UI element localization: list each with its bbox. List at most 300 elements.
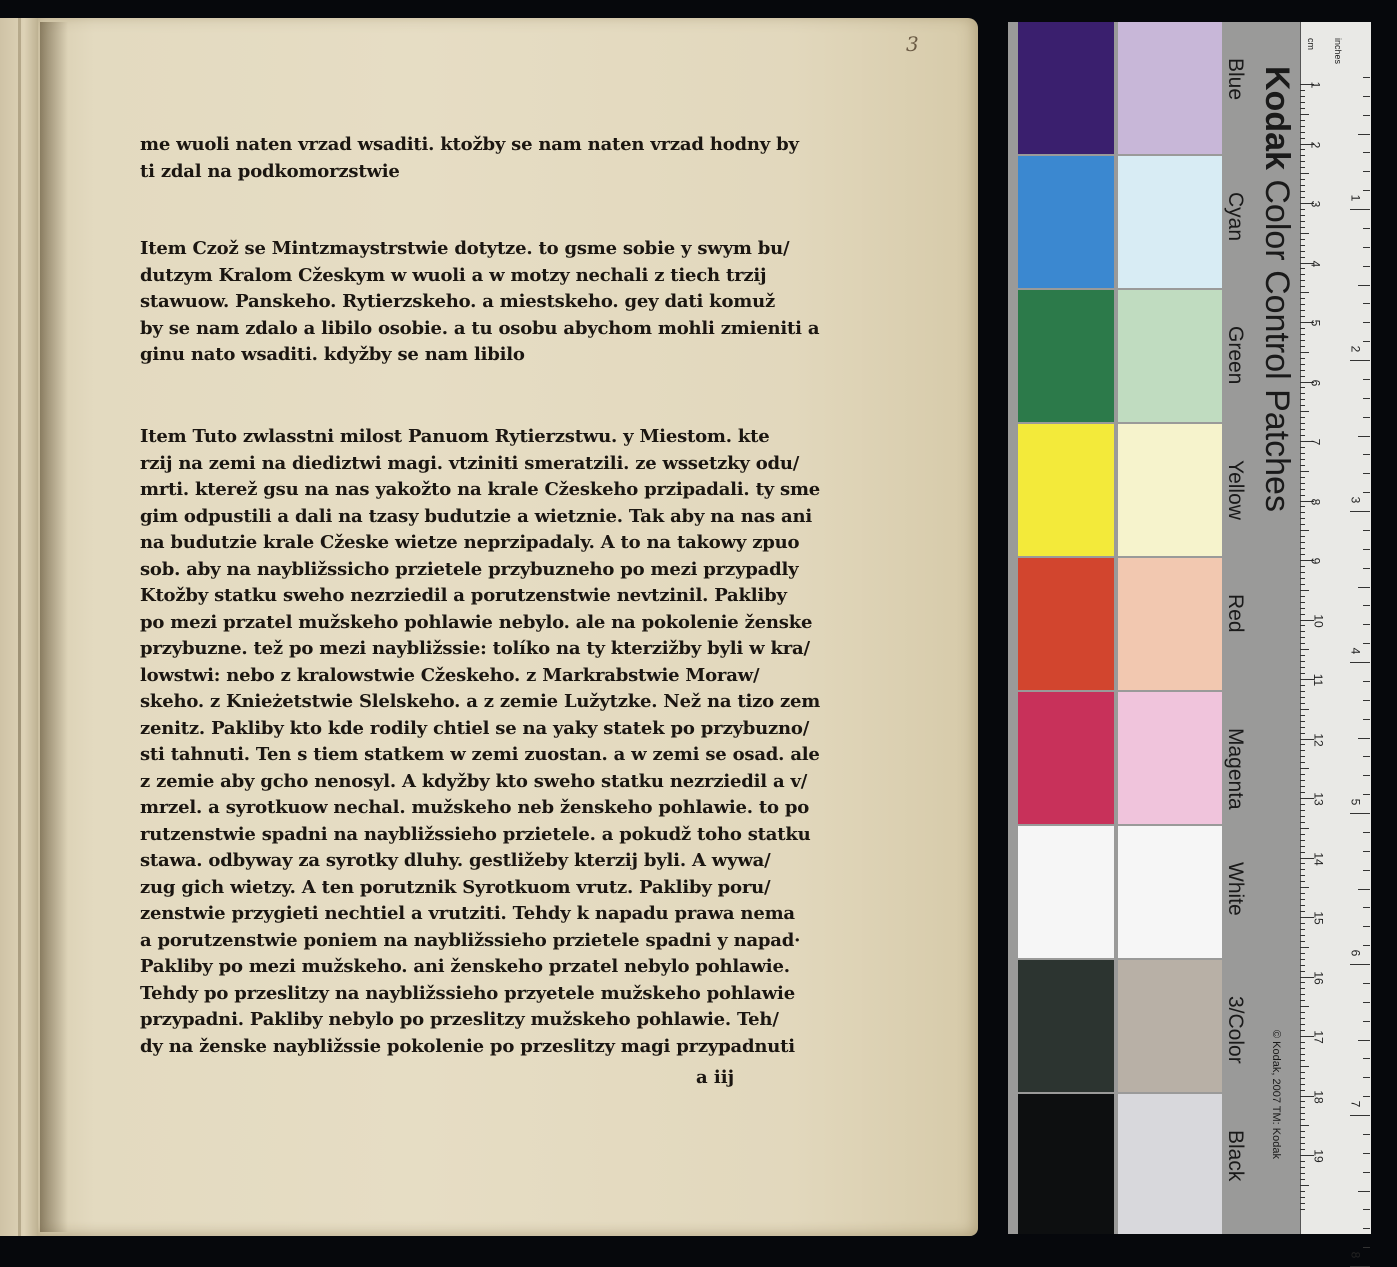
ruler-eighth-tick — [1363, 568, 1370, 569]
ruler-mm-tick — [1300, 286, 1305, 287]
text-line: przypadni. Pakliby nebylo po przeslitzy mužskeho pohlawie. Teh/ — [140, 1009, 779, 1030]
ruler-cm-number: 5 — [1308, 319, 1323, 327]
patch-green-dark — [1018, 290, 1114, 422]
text-line: po mezi przatel mužskeho pohlawie nebylo. ale na pokolenie ženske — [140, 611, 813, 633]
ruler-eighth-tick — [1363, 756, 1370, 757]
ruler-mm-tick — [1300, 191, 1305, 192]
text-line: me wuoli naten vrzad wsaditi. ktožby se nam naten vrzad hodny by — [140, 134, 799, 155]
ruler-mm-tick — [1300, 1143, 1305, 1144]
ruler-mm-tick — [1300, 762, 1305, 763]
ruler-mm-tick — [1300, 542, 1305, 543]
patch-label: White — [1224, 862, 1247, 916]
ruler-mm-tick — [1300, 590, 1309, 591]
text-line: dy na ženske naybližssie pokolenie po przeslitzy magi przypadnuti — [140, 1035, 795, 1057]
card-title — [1257, 66, 1296, 512]
ruler-mm-tick — [1300, 1197, 1305, 1198]
text-line: by se nam zdalo a libilo osobie. a tu osobu abychom mohli zmieniti a — [140, 317, 820, 339]
ruler-inch-number: 6 — [1348, 949, 1363, 957]
copyright-text: © Kodak, 2007 TM: Kodak — [1270, 1030, 1282, 1159]
ruler-mm-tick — [1300, 1066, 1309, 1067]
ruler-cm-label: cm — [1306, 38, 1316, 50]
ruler-mm-tick — [1300, 179, 1305, 180]
text-line: mrzel. a syrotkuow nechal. mužskeho neb ženskeho pohlawie. to po — [140, 797, 810, 818]
ruler-eighth-tick — [1363, 1134, 1370, 1135]
text-line: Pakliby po mezi mužskeho. ani ženskeho przatel nebylo pohlawie. — [140, 956, 790, 977]
ruler-cm-number: 15 — [1311, 911, 1326, 925]
text-line: lowstwi: nebo z kralowstwie Cžeskeho. z Markrabstwie Moraw/ — [140, 664, 760, 686]
ruler-mm-tick — [1300, 495, 1305, 496]
ruler-mm-tick — [1300, 703, 1305, 704]
patch-magenta-dark — [1018, 692, 1114, 824]
ruler-eighth-tick — [1363, 1228, 1370, 1229]
ruler-mm-tick — [1300, 1179, 1305, 1180]
ruler-mm-tick — [1300, 512, 1305, 513]
text-line: Tehdy po przeslitzy na naybližssieho przyetele mužskeho pohlawie — [140, 982, 795, 1004]
ruler-mm-tick — [1300, 1113, 1305, 1114]
ruler-eighth-tick — [1358, 1040, 1370, 1041]
text-paragraph-3 — [140, 424, 821, 1060]
ruler-mm-tick — [1300, 411, 1309, 412]
ruler-cm-number: 14 — [1311, 851, 1326, 866]
ruler-inch-tick — [1350, 662, 1370, 663]
ruler-eighth-tick — [1363, 266, 1370, 267]
ruler-eighth-tick — [1363, 303, 1370, 304]
ruler-eighth-tick — [1363, 473, 1370, 474]
ruler-mm-tick — [1300, 429, 1305, 430]
ruler-mm-tick — [1300, 768, 1309, 769]
ruler-mm-tick — [1300, 1060, 1305, 1061]
ruler-mm-tick — [1300, 899, 1305, 900]
ruler-mm-tick — [1300, 792, 1305, 793]
ruler-mm-tick — [1300, 554, 1305, 555]
ruler-eighth-tick — [1363, 851, 1370, 852]
ruler-cm-number: 2 — [1308, 141, 1323, 148]
ruler-eighth-tick — [1363, 926, 1370, 927]
ruler-cm-number: 6 — [1308, 379, 1323, 386]
ruler-inch-tick — [1350, 964, 1370, 965]
ruler-mm-tick — [1300, 834, 1305, 835]
text-line: ti zdal na podkomorzstwie — [140, 160, 400, 182]
ruler-mm-tick — [1300, 953, 1305, 954]
ruler-mm-tick — [1300, 1173, 1305, 1174]
ruler-eighth-tick — [1363, 719, 1370, 720]
ruler-mm-tick — [1300, 1191, 1305, 1192]
ruler-mm-tick — [1300, 197, 1305, 198]
ruler-mm-tick — [1300, 733, 1305, 734]
ruler-cm-number: 18 — [1311, 1089, 1326, 1104]
ruler-mm-tick — [1300, 727, 1305, 728]
ruler-mm-tick — [1300, 959, 1305, 960]
brand-name: Kodak — [1258, 66, 1296, 170]
ruler-eighth-tick — [1363, 700, 1370, 701]
ruler-eighth-tick — [1363, 1002, 1370, 1003]
ruler-mm-tick — [1300, 155, 1305, 156]
book-page — [38, 18, 978, 1236]
ruler-mm-tick — [1300, 941, 1305, 942]
ruler-mm-tick — [1300, 1078, 1305, 1079]
ruler-mm-tick — [1300, 90, 1305, 91]
ruler-eighth-tick — [1363, 247, 1370, 248]
ruler-eighth-tick — [1363, 1209, 1370, 1210]
ruler-mm-tick — [1300, 828, 1309, 829]
ruler-mm-tick — [1300, 489, 1305, 490]
ruler-mm-tick — [1300, 947, 1309, 948]
text-line: Ktožby statku sweho nezrziedil a porutzenstwie nevtzinil. Pakliby — [140, 585, 787, 606]
ruler-mm-tick — [1300, 929, 1305, 930]
text-line: a porutzenstwie poniem na naybližssieho przietele spadni y napad· — [140, 929, 801, 951]
ruler-eighth-tick — [1358, 285, 1370, 286]
ruler-mm-tick — [1300, 744, 1305, 745]
ruler-eighth-tick — [1358, 738, 1370, 739]
ruler-eighth-tick — [1363, 341, 1370, 342]
patch-label: Magenta — [1224, 728, 1247, 810]
ruler-mm-tick — [1300, 911, 1305, 912]
ruler-mm-tick — [1300, 310, 1305, 311]
text-line: Item Czož se Mintzmaystrstwie dotytze. to gsme sobie y swym bu/ — [140, 238, 790, 259]
ruler-mm-tick — [1300, 875, 1305, 876]
ruler-mm-tick — [1300, 471, 1309, 472]
ruler-inch-number: 5 — [1348, 798, 1363, 806]
ruler-mm-tick — [1300, 596, 1305, 597]
patch-white-dark — [1018, 826, 1114, 958]
ruler-eighth-tick — [1363, 322, 1370, 323]
ruler-mm-tick — [1300, 393, 1305, 394]
ruler-mm-tick — [1300, 1101, 1305, 1102]
patch-red-light — [1118, 558, 1222, 690]
ruler-eighth-tick — [1363, 115, 1370, 116]
ruler-inch-number: 8 — [1348, 1251, 1363, 1259]
ruler-mm-tick — [1300, 1030, 1305, 1031]
ruler-mm-tick — [1300, 1137, 1305, 1138]
ruler-eighth-tick — [1363, 1172, 1370, 1173]
patch-cyan-dark — [1018, 156, 1114, 288]
ruler-cm-number: 11 — [1311, 673, 1326, 687]
ruler-mm-tick — [1300, 239, 1305, 240]
ruler-mm-tick — [1300, 863, 1305, 864]
patch-cyan-light — [1118, 156, 1222, 288]
ruler-mm-tick — [1300, 1024, 1305, 1025]
ruler-eighth-tick — [1363, 624, 1370, 625]
ruler-mm-tick — [1300, 846, 1305, 847]
ruler-mm-tick — [1300, 982, 1305, 983]
ruler-inch-tick — [1350, 511, 1370, 512]
card-title-text: Color Control Patches — [1258, 179, 1296, 512]
text-line: ginu nato wsaditi. kdyžby se nam libilo — [140, 344, 525, 365]
ruler-cm-number: 10 — [1311, 613, 1326, 628]
ruler-eighth-tick — [1363, 681, 1370, 682]
ruler-mm-tick — [1300, 328, 1305, 329]
ruler-mm-tick — [1300, 221, 1305, 222]
ruler-cm-number: 8 — [1308, 498, 1323, 505]
text-line: sob. aby na naybližssicho przietele przybuzneho po mezi przypadly — [140, 558, 799, 580]
patch-label: Cyan — [1224, 192, 1247, 242]
ruler-mm-tick — [1300, 1018, 1305, 1019]
ruler-mm-tick — [1300, 643, 1305, 644]
ruler-mm-tick — [1300, 810, 1305, 811]
ruler-mm-tick — [1300, 608, 1305, 609]
gutter-shadow — [40, 22, 68, 1232]
ruler-mm-tick — [1300, 138, 1305, 139]
ruler-mm-tick — [1300, 649, 1309, 650]
ruler-mm-tick — [1300, 816, 1305, 817]
folio-number: 3 — [906, 32, 919, 56]
ruler-mm-tick — [1300, 655, 1305, 656]
ruler-inch-number: 3 — [1348, 496, 1363, 504]
ruler-eighth-tick — [1363, 983, 1370, 984]
ruler-mm-tick — [1300, 233, 1309, 234]
patch-magenta-light — [1118, 692, 1222, 824]
ruler-mm-tick — [1300, 274, 1305, 275]
ruler-mm-tick — [1300, 1203, 1305, 1204]
ruler-eighth-tick — [1363, 907, 1370, 908]
ruler-mm-tick — [1300, 316, 1305, 317]
ruler-mm-tick — [1300, 774, 1305, 775]
ruler-mm-tick — [1300, 149, 1305, 150]
ruler-mm-tick — [1300, 578, 1305, 579]
ruler-mm-tick — [1300, 459, 1305, 460]
ruler-mm-tick — [1300, 786, 1305, 787]
ruler-mm-tick — [1300, 1042, 1305, 1043]
ruler-mm-tick — [1300, 780, 1305, 781]
ruler-mm-tick — [1300, 697, 1305, 698]
ruler-mm-tick — [1300, 1072, 1305, 1073]
text-line: stawa. odbyway za syrotky dluhy. gestližeby kterzij byli. A wywa/ — [140, 850, 771, 871]
ruler-mm-tick — [1300, 994, 1305, 995]
ruler-mm-tick — [1300, 893, 1305, 894]
ruler-mm-tick — [1300, 756, 1305, 757]
ruler-cm-number: 13 — [1311, 792, 1326, 806]
ruler-mm-tick — [1300, 614, 1305, 615]
ruler-mm-tick — [1300, 1054, 1305, 1055]
text-line: dutzym Kralom Cžeskym w wuoli a w motzy nechali z tiech trzij — [140, 264, 767, 286]
ruler-mm-tick — [1300, 750, 1305, 751]
ruler-eighth-tick — [1363, 1153, 1370, 1154]
ruler-mm-tick — [1300, 566, 1305, 567]
ruler-mm-tick — [1300, 215, 1305, 216]
ruler-eighth-tick — [1363, 228, 1370, 229]
ruler-mm-tick — [1300, 661, 1305, 662]
ruler-mm-tick — [1300, 352, 1309, 353]
ruler-inch-tick — [1350, 360, 1370, 361]
ruler-mm-tick — [1300, 1167, 1305, 1168]
ruler-mm-tick — [1300, 965, 1305, 966]
ruler-mm-tick — [1300, 227, 1305, 228]
ruler-mm-tick — [1300, 340, 1305, 341]
patch-label: Yellow — [1224, 460, 1247, 520]
patch-white-light — [1118, 826, 1222, 958]
ruler-eighth-tick — [1363, 794, 1370, 795]
ruler-mm-tick — [1300, 971, 1305, 972]
ruler-mm-tick — [1300, 935, 1305, 936]
ruler-mm-tick — [1300, 602, 1305, 603]
ruler-cm-number: 9 — [1308, 557, 1323, 565]
ruler-mm-tick — [1300, 572, 1305, 573]
ruler-mm-tick — [1300, 840, 1305, 841]
ruler-inch-number: 7 — [1348, 1100, 1363, 1108]
ruler-mm-tick — [1300, 173, 1309, 174]
patch-label: Blue — [1224, 58, 1247, 101]
ruler-mm-tick — [1300, 905, 1305, 906]
text-paragraph-1 — [140, 132, 800, 185]
ruler-mm-tick — [1300, 364, 1305, 365]
text-line: skeho. z Knieżetstwie Slelskeho. a z zemie Lužytzke. Než na tizo zem — [140, 691, 821, 712]
patch-label: 3/Color — [1224, 996, 1247, 1064]
ruler-mm-tick — [1300, 465, 1305, 466]
patch-red-dark — [1018, 558, 1114, 690]
ruler-mm-tick — [1300, 102, 1305, 103]
ruler-mm-tick — [1300, 185, 1305, 186]
ruler-eighth-tick — [1363, 454, 1370, 455]
ruler-mm-tick — [1300, 370, 1305, 371]
ruler-mm-tick — [1300, 518, 1305, 519]
ruler-eighth-tick — [1363, 1096, 1370, 1097]
ruler-inch-tick — [1350, 209, 1370, 210]
text-paragraph-2 — [140, 236, 820, 369]
ruler-mm-tick — [1300, 1131, 1305, 1132]
ruler-mm-tick — [1300, 1119, 1305, 1120]
ruler-mm-tick — [1300, 584, 1305, 585]
ruler-mm-tick — [1300, 108, 1305, 109]
patch-label: Black — [1224, 1130, 1247, 1182]
text-line: zenstwie przygieti nechtiel a vrutziti. Tehdy k napadu prawa nema — [140, 903, 795, 924]
ruler-mm-tick — [1300, 399, 1305, 400]
text-line: sti tahnuti. Ten s tiem statkem w zemi zuostan. a w zemi se osad. ale — [140, 744, 820, 765]
ruler-eighth-tick — [1363, 190, 1370, 191]
signature-mark: a iij — [696, 1067, 735, 1088]
ruler-mm-tick — [1300, 376, 1305, 377]
ruler-mm-tick — [1300, 209, 1305, 210]
ruler-mm-tick — [1300, 822, 1305, 823]
ruler-mm-tick — [1300, 869, 1305, 870]
ruler-eighth-tick — [1363, 417, 1370, 418]
patch-3-color-dark — [1018, 960, 1114, 1092]
ruler-eighth-tick — [1363, 1077, 1370, 1078]
ruler-eighth-tick — [1358, 436, 1370, 437]
text-line: Item Tuto zwlasstni milost Panuom Rytierzstwu. y Miestom. kte — [140, 426, 770, 447]
ruler-mm-tick — [1300, 709, 1309, 710]
text-line: rutzenstwie spadni na naybližssieho przietele. a pokudž toho statku — [140, 823, 811, 845]
patch-3-color-light — [1118, 960, 1222, 1092]
ruler-eighth-tick — [1363, 398, 1370, 399]
ruler-mm-tick — [1300, 483, 1305, 484]
patch-yellow-dark — [1018, 424, 1114, 556]
ruler-mm-tick — [1300, 691, 1305, 692]
text-line: mrti. kterež gsu na nas yakožto na krale Cžeskeho przipadali. ty sme — [140, 479, 821, 500]
ruler-inch-tick — [1350, 1115, 1370, 1116]
text-line: zug gich wietzy. A ten porutznik Syrotkuom vrutz. Pakliby poru/ — [140, 876, 771, 898]
ruler-mm-tick — [1300, 923, 1305, 924]
ruler-cm-number: 16 — [1311, 970, 1326, 985]
ruler-mm-tick — [1300, 715, 1305, 716]
ruler-cm-number: 17 — [1311, 1030, 1326, 1044]
ruler-mm-tick — [1300, 387, 1305, 388]
ruler-eighth-tick — [1363, 605, 1370, 606]
ruler-mm-tick — [1300, 988, 1305, 989]
patch-blue-light — [1118, 22, 1222, 154]
ruler-eighth-tick — [1363, 152, 1370, 153]
patch-label: Red — [1224, 594, 1247, 633]
ruler-mm-tick — [1300, 721, 1305, 722]
ruler-mm-tick — [1300, 1084, 1305, 1085]
ruler-mm-tick — [1300, 625, 1305, 626]
ruler-mm-tick — [1300, 1161, 1305, 1162]
ruler-cm-number: 1 — [1308, 81, 1323, 89]
ruler-mm-tick — [1300, 1209, 1305, 1210]
ruler-mm-tick — [1300, 453, 1305, 454]
ruler-mm-tick — [1300, 358, 1305, 359]
ruler-eighth-tick — [1363, 96, 1370, 97]
ruler-mm-tick — [1300, 334, 1305, 335]
patch-black-dark — [1018, 1094, 1114, 1234]
ruler-mm-tick — [1300, 1185, 1309, 1186]
ruler-mm-tick — [1300, 631, 1305, 632]
ruler-mm-tick — [1300, 298, 1305, 299]
ruler-mm-tick — [1300, 506, 1305, 507]
ruler-mm-tick — [1300, 881, 1305, 882]
ruler-mm-tick — [1300, 477, 1305, 478]
ruler-mm-tick — [1300, 673, 1305, 674]
ruler-mm-tick — [1300, 685, 1305, 686]
ruler-mm-tick — [1300, 1149, 1305, 1150]
ruler-mm-tick — [1300, 417, 1305, 418]
ruler-mm-tick — [1300, 667, 1305, 668]
ruler-mm-tick — [1300, 423, 1305, 424]
ruler-eighth-tick — [1363, 549, 1370, 550]
ruler-mm-tick — [1300, 1107, 1305, 1108]
text-line: z zemie aby gcho nenosyl. A kdyžby kto sweho statku nezrziedil a v/ — [140, 770, 808, 792]
ruler-mm-tick — [1300, 548, 1305, 549]
ruler-mm-tick — [1300, 245, 1305, 246]
text-line: rzij na zemi na diediztwi magi. vtziniti smeratzili. ze wssetzky odu/ — [140, 452, 800, 474]
ruler-mm-tick — [1300, 161, 1305, 162]
ruler-mm-tick — [1300, 346, 1305, 347]
text-line: gim odpustili a dali na tzasy budutzie a wietznie. Tak aby na nas ani — [140, 505, 813, 527]
ruler-mm-tick — [1300, 292, 1309, 293]
ruler-eighth-tick — [1358, 889, 1370, 890]
ruler-cm-number: 12 — [1311, 732, 1326, 747]
ruler-eighth-tick — [1363, 1247, 1370, 1248]
ruler-cm-number: 3 — [1308, 200, 1323, 208]
ruler-mm-tick — [1300, 1090, 1305, 1091]
patch-black-light — [1118, 1094, 1222, 1234]
ruler-mm-tick — [1300, 1012, 1305, 1013]
ruler-cm-number: 19 — [1311, 1149, 1326, 1163]
ruler-eighth-tick — [1363, 1058, 1370, 1059]
ruler-mm-tick — [1300, 852, 1305, 853]
ruler-eighth-tick — [1363, 1021, 1370, 1022]
ruler-mm-tick — [1300, 268, 1305, 269]
patch-yellow-light — [1118, 424, 1222, 556]
text-line: na budutzie krale Cžeske wietze neprzipadaly. A to na takowy zpuo — [140, 532, 800, 553]
ruler-eighth-tick — [1363, 379, 1370, 380]
ruler-inch-tick — [1350, 813, 1370, 814]
ruler-mm-tick — [1300, 405, 1305, 406]
ruler-eighth-tick — [1363, 492, 1370, 493]
text-line: zenitz. Pakliby kto kde rodily chtiel se na yaky statek po przybuzno/ — [140, 717, 810, 739]
ruler-mm-tick — [1300, 132, 1305, 133]
ruler-eighth-tick — [1363, 832, 1370, 833]
ruler-eighth-tick — [1358, 587, 1370, 588]
ruler-eighth-tick — [1363, 530, 1370, 531]
ruler-eighth-tick — [1358, 134, 1370, 135]
ruler-mm-tick — [1300, 167, 1305, 168]
ruler-mm-tick — [1300, 1006, 1309, 1007]
patch-label: Green — [1224, 326, 1247, 385]
ruler-cm-number: 7 — [1308, 438, 1323, 446]
ruler-inch-label: inches — [1333, 38, 1343, 65]
patch-green-light — [1118, 290, 1222, 422]
ruler-eighth-tick — [1363, 77, 1370, 78]
